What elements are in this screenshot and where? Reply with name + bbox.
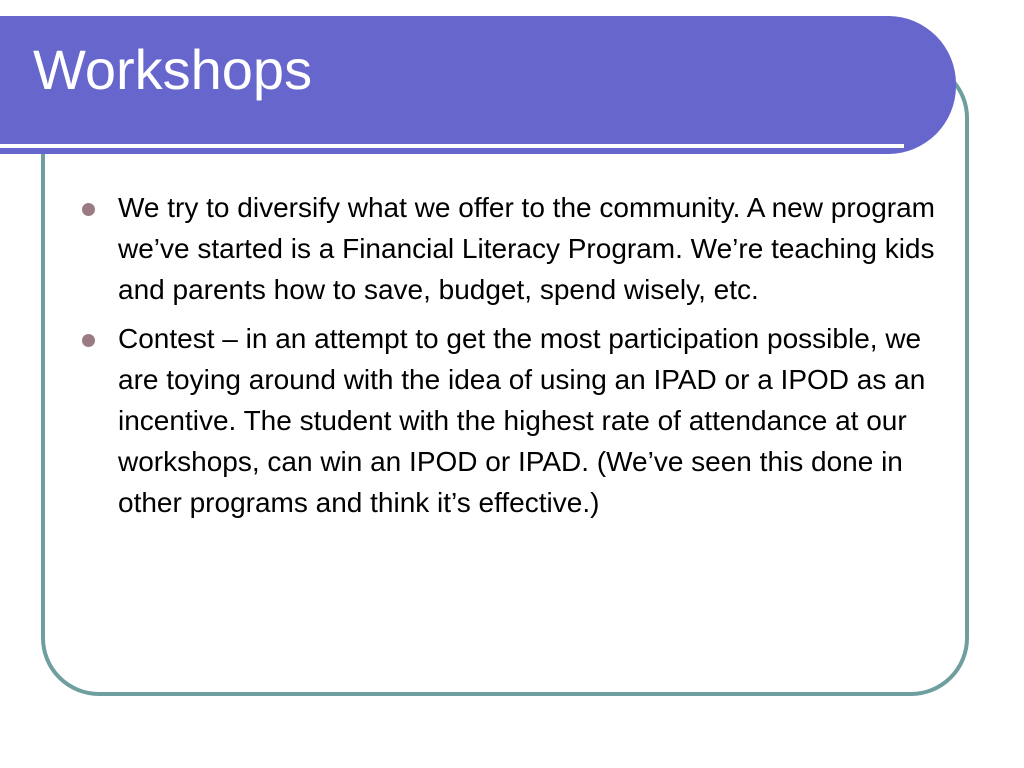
bullet-dot-icon (82, 203, 95, 216)
bullet-item (79, 187, 939, 310)
bullet-dot-icon (82, 334, 95, 347)
slide-title: Workshops (33, 38, 313, 101)
bullet-text: We try to diversify what we offer to the community. A new program we’ve started is a Financial Literacy Program. We’re teaching kids and parents how to save, budget, spend wisely, etc. (118, 192, 936, 305)
title-underline (0, 144, 904, 148)
bullet-list (79, 187, 939, 531)
bullet-text: Contest – in an attempt to get the most participation possible, we are toying around with the idea of using an IPAD or a IPOD as an incentive. The student with the highest rate of attendance at our workshops, can win an IPOD or IPAD. (We’ve seen this done in other programs and think it’s effective.) (118, 323, 926, 518)
bullet-item (79, 318, 939, 523)
